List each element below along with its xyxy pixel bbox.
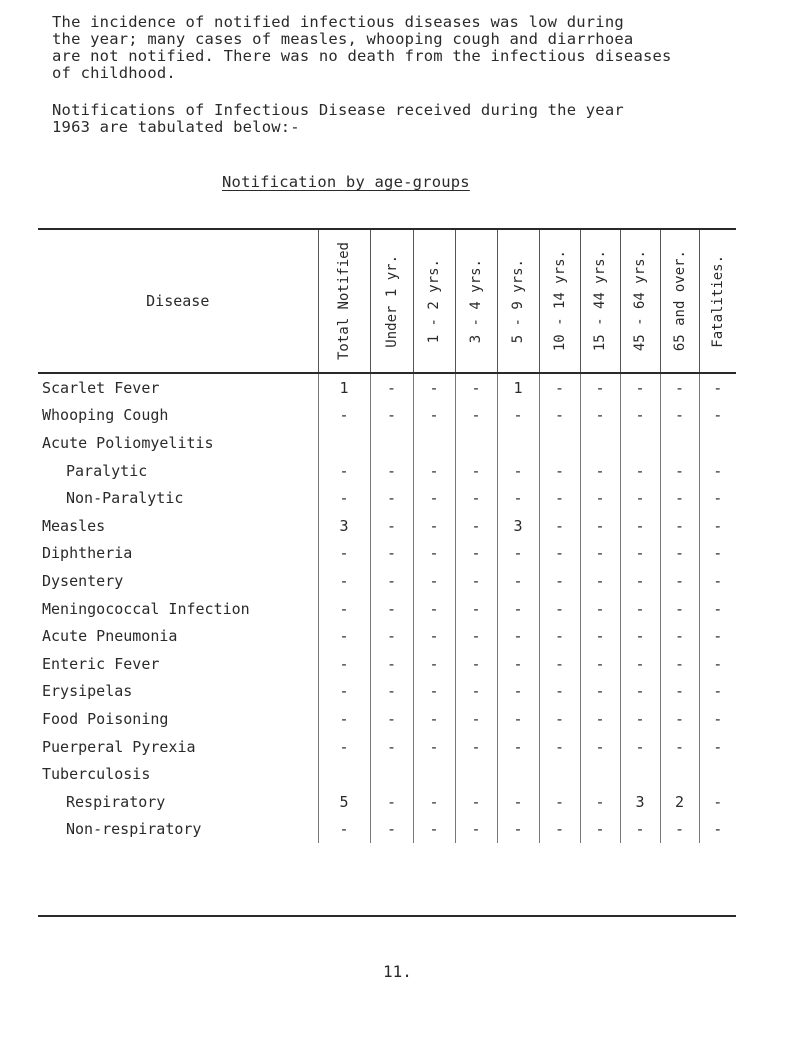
count-cell: - xyxy=(660,733,699,761)
count-cell: - xyxy=(455,733,497,761)
count-cell: - xyxy=(660,622,699,650)
count-cell: - xyxy=(580,595,620,623)
disease-name: Food Poisoning xyxy=(42,709,169,728)
count-cell: - xyxy=(413,788,455,816)
count-cell xyxy=(539,760,580,788)
count-cell: - xyxy=(539,595,580,623)
disease-name: Erysipelas xyxy=(42,682,133,701)
count-cell: - xyxy=(455,705,497,733)
count-cell: 2 xyxy=(660,788,699,816)
disease-name: Dysentery xyxy=(42,571,124,590)
table-row xyxy=(38,540,736,568)
count-cell: - xyxy=(580,540,620,568)
count-cell: - xyxy=(620,373,660,402)
table-row xyxy=(38,429,736,457)
count-cell: 5 xyxy=(318,788,370,816)
count-cell: - xyxy=(497,457,539,485)
count-cell: - xyxy=(539,540,580,568)
count-cell xyxy=(318,429,370,457)
count-cell: - xyxy=(580,816,620,844)
count-cell xyxy=(620,760,660,788)
count-cell: - xyxy=(370,622,413,650)
count-cell: - xyxy=(455,650,497,678)
count-cell: - xyxy=(620,678,660,706)
count-cell: - xyxy=(539,788,580,816)
column-header xyxy=(539,230,580,373)
column-header xyxy=(580,230,620,373)
count-cell xyxy=(413,760,455,788)
column-header-label: 65 and over. xyxy=(671,250,688,352)
count-cell: - xyxy=(370,816,413,844)
table-row xyxy=(38,567,736,595)
disease-name: Enteric Fever xyxy=(42,654,160,673)
column-header-label: 5 - 9 yrs. xyxy=(510,258,526,344)
table-intro-paragraph: Notifications of Infectious Disease received during the year 1963 are tabulated below:- xyxy=(52,101,624,136)
disease-name: Paralytic xyxy=(66,461,148,480)
count-cell: - xyxy=(497,816,539,844)
count-cell: - xyxy=(539,650,580,678)
count-cell: - xyxy=(370,788,413,816)
table-body xyxy=(38,373,736,843)
count-cell xyxy=(580,760,620,788)
column-header xyxy=(318,230,370,373)
count-cell: 3 xyxy=(620,788,660,816)
disease-name: Measles xyxy=(42,516,106,535)
count-cell: - xyxy=(455,595,497,623)
count-cell: - xyxy=(497,567,539,595)
count-cell: - xyxy=(699,512,736,540)
count-cell: - xyxy=(660,650,699,678)
table-row xyxy=(38,650,736,678)
count-cell: - xyxy=(318,678,370,706)
count-cell: - xyxy=(318,705,370,733)
column-header-label: Total Notified xyxy=(336,241,352,360)
count-cell: - xyxy=(455,484,497,512)
count-cell: - xyxy=(318,402,370,430)
count-cell: - xyxy=(497,678,539,706)
count-cell: - xyxy=(660,595,699,623)
count-cell: - xyxy=(620,402,660,430)
count-cell: - xyxy=(413,484,455,512)
count-cell: - xyxy=(699,678,736,706)
count-cell: - xyxy=(455,540,497,568)
count-cell: - xyxy=(580,705,620,733)
table-row xyxy=(38,512,736,540)
column-header xyxy=(699,230,736,373)
count-cell: - xyxy=(497,402,539,430)
table-heading: Notification by age-groups xyxy=(222,173,470,191)
column-header-label: 10 - 14 yrs. xyxy=(551,250,568,352)
table-row xyxy=(38,816,736,844)
count-cell: - xyxy=(620,650,660,678)
count-cell: - xyxy=(539,512,580,540)
count-cell: - xyxy=(699,622,736,650)
count-cell: - xyxy=(699,540,736,568)
count-cell: 3 xyxy=(497,512,539,540)
count-cell: - xyxy=(370,484,413,512)
count-cell: - xyxy=(370,457,413,485)
count-cell: - xyxy=(497,595,539,623)
count-cell: - xyxy=(620,816,660,844)
disease-name: Meningococcal Infection xyxy=(42,599,250,618)
count-cell: - xyxy=(580,457,620,485)
count-cell: - xyxy=(370,678,413,706)
intro-paragraph: The incidence of notified infectious diseases was low during the year; many cases of measles, whooping cough and diarrhoea are not notified. There was no death from the infectious diseases of childhood. xyxy=(52,13,672,82)
column-header xyxy=(370,230,413,373)
count-cell: - xyxy=(413,733,455,761)
count-cell: - xyxy=(699,373,736,402)
count-cell: - xyxy=(318,540,370,568)
count-cell xyxy=(318,760,370,788)
count-cell xyxy=(370,429,413,457)
count-cell: - xyxy=(413,705,455,733)
count-cell: - xyxy=(539,733,580,761)
count-cell: - xyxy=(660,402,699,430)
count-cell: - xyxy=(539,705,580,733)
table-row xyxy=(38,373,736,402)
table-row xyxy=(38,733,736,761)
count-cell: - xyxy=(318,816,370,844)
count-cell: 1 xyxy=(497,373,539,402)
column-header xyxy=(497,230,539,373)
count-cell: - xyxy=(370,733,413,761)
count-cell: - xyxy=(580,650,620,678)
count-cell: - xyxy=(660,540,699,568)
count-cell: - xyxy=(580,567,620,595)
count-cell: - xyxy=(539,402,580,430)
count-cell: - xyxy=(370,567,413,595)
count-cell: - xyxy=(370,650,413,678)
count-cell: - xyxy=(455,512,497,540)
count-cell: - xyxy=(660,816,699,844)
count-cell: - xyxy=(699,733,736,761)
count-cell: - xyxy=(413,595,455,623)
count-cell: - xyxy=(497,650,539,678)
count-cell: - xyxy=(497,705,539,733)
count-cell: - xyxy=(413,402,455,430)
page-number: 11. xyxy=(383,962,412,981)
count-cell: - xyxy=(455,678,497,706)
table-row xyxy=(38,760,736,788)
count-cell: - xyxy=(580,373,620,402)
count-cell xyxy=(497,429,539,457)
count-cell: - xyxy=(620,512,660,540)
count-cell: - xyxy=(539,622,580,650)
count-cell: - xyxy=(620,457,660,485)
count-cell: - xyxy=(580,484,620,512)
table-row xyxy=(38,622,736,650)
disease-name: Tuberculosis xyxy=(42,765,151,784)
count-cell: - xyxy=(660,678,699,706)
table-row xyxy=(38,595,736,623)
count-cell: - xyxy=(413,373,455,402)
count-cell: - xyxy=(699,484,736,512)
column-header xyxy=(455,230,497,373)
count-cell: - xyxy=(455,567,497,595)
notification-table xyxy=(38,230,736,843)
table-header-row xyxy=(38,230,736,373)
disease-name: Diphtheria xyxy=(42,544,133,563)
count-cell xyxy=(699,760,736,788)
count-cell: - xyxy=(660,484,699,512)
disease-column-header: Disease xyxy=(38,230,318,373)
column-header xyxy=(660,230,699,373)
table-row xyxy=(38,788,736,816)
count-cell: - xyxy=(497,733,539,761)
count-cell: - xyxy=(497,788,539,816)
disease-name: Respiratory xyxy=(66,792,166,811)
count-cell: - xyxy=(497,622,539,650)
table-row xyxy=(38,402,736,430)
count-cell: - xyxy=(699,595,736,623)
count-cell: - xyxy=(318,567,370,595)
column-header-label: 1 - 2 yrs. xyxy=(426,258,442,344)
count-cell xyxy=(660,760,699,788)
count-cell: - xyxy=(455,622,497,650)
disease-name: Puerperal Pyrexia xyxy=(42,737,196,756)
count-cell: - xyxy=(318,733,370,761)
count-cell: - xyxy=(455,816,497,844)
disease-name: Non-respiratory xyxy=(66,820,202,839)
count-cell xyxy=(455,760,497,788)
count-cell: - xyxy=(497,540,539,568)
disease-name: Acute Poliomyelitis xyxy=(42,433,214,452)
count-cell: - xyxy=(497,484,539,512)
count-cell: - xyxy=(620,622,660,650)
disease-name: Acute Pneumonia xyxy=(42,627,178,646)
count-cell: 3 xyxy=(318,512,370,540)
table-row xyxy=(38,457,736,485)
count-cell: - xyxy=(318,457,370,485)
table-row xyxy=(38,678,736,706)
count-cell: - xyxy=(699,402,736,430)
count-cell: - xyxy=(620,733,660,761)
count-cell: - xyxy=(370,512,413,540)
column-header-label: 15 - 44 yrs. xyxy=(592,250,608,352)
count-cell: - xyxy=(539,567,580,595)
column-header-label: 45 - 64 yrs. xyxy=(632,250,648,352)
count-cell: - xyxy=(620,484,660,512)
count-cell: - xyxy=(413,678,455,706)
count-cell: - xyxy=(580,678,620,706)
count-cell: - xyxy=(413,512,455,540)
disease-name: Non-Paralytic xyxy=(66,489,184,508)
count-cell xyxy=(660,429,699,457)
count-cell: - xyxy=(580,733,620,761)
table-row xyxy=(38,705,736,733)
count-cell: - xyxy=(699,567,736,595)
column-header xyxy=(620,230,660,373)
count-cell: - xyxy=(455,402,497,430)
count-cell: - xyxy=(413,650,455,678)
count-cell: - xyxy=(539,457,580,485)
count-cell xyxy=(455,429,497,457)
count-cell xyxy=(497,760,539,788)
count-cell: - xyxy=(318,484,370,512)
disease-name: Scarlet Fever xyxy=(42,378,160,397)
count-cell: - xyxy=(580,512,620,540)
count-cell: - xyxy=(370,373,413,402)
column-header-label: Under 1 yr. xyxy=(383,254,400,348)
count-cell: - xyxy=(620,705,660,733)
count-cell: - xyxy=(620,595,660,623)
count-cell: - xyxy=(413,540,455,568)
count-cell xyxy=(699,429,736,457)
count-cell: - xyxy=(455,457,497,485)
table-row xyxy=(38,484,736,512)
column-header-label: 3 - 4 yrs. xyxy=(468,258,484,344)
count-cell: - xyxy=(539,373,580,402)
count-cell xyxy=(620,429,660,457)
count-cell: - xyxy=(660,457,699,485)
count-cell: - xyxy=(660,567,699,595)
count-cell: - xyxy=(455,373,497,402)
count-cell: - xyxy=(580,402,620,430)
count-cell: - xyxy=(699,650,736,678)
count-cell: - xyxy=(370,540,413,568)
count-cell xyxy=(539,429,580,457)
count-cell: - xyxy=(660,373,699,402)
count-cell: - xyxy=(413,622,455,650)
count-cell: - xyxy=(413,457,455,485)
notification-table-container xyxy=(38,228,736,917)
count-cell: - xyxy=(318,595,370,623)
count-cell: - xyxy=(413,816,455,844)
count-cell xyxy=(580,429,620,457)
count-cell: - xyxy=(660,705,699,733)
count-cell: - xyxy=(370,595,413,623)
count-cell: - xyxy=(699,457,736,485)
count-cell xyxy=(370,760,413,788)
disease-name: Whooping Cough xyxy=(42,406,169,425)
count-cell: - xyxy=(620,567,660,595)
count-cell: - xyxy=(539,816,580,844)
count-cell: - xyxy=(455,788,497,816)
count-cell: - xyxy=(660,512,699,540)
column-header xyxy=(413,230,455,373)
count-cell: - xyxy=(699,816,736,844)
count-cell xyxy=(413,429,455,457)
count-cell: - xyxy=(580,622,620,650)
column-header-label: Fatalities. xyxy=(709,254,726,348)
count-cell: - xyxy=(539,484,580,512)
count-cell: - xyxy=(413,567,455,595)
count-cell: - xyxy=(620,540,660,568)
count-cell: - xyxy=(580,788,620,816)
count-cell: - xyxy=(318,622,370,650)
count-cell: - xyxy=(699,705,736,733)
count-cell: - xyxy=(539,678,580,706)
count-cell: - xyxy=(370,705,413,733)
count-cell: - xyxy=(370,402,413,430)
count-cell: 1 xyxy=(318,373,370,402)
count-cell: - xyxy=(318,650,370,678)
count-cell: - xyxy=(699,788,736,816)
